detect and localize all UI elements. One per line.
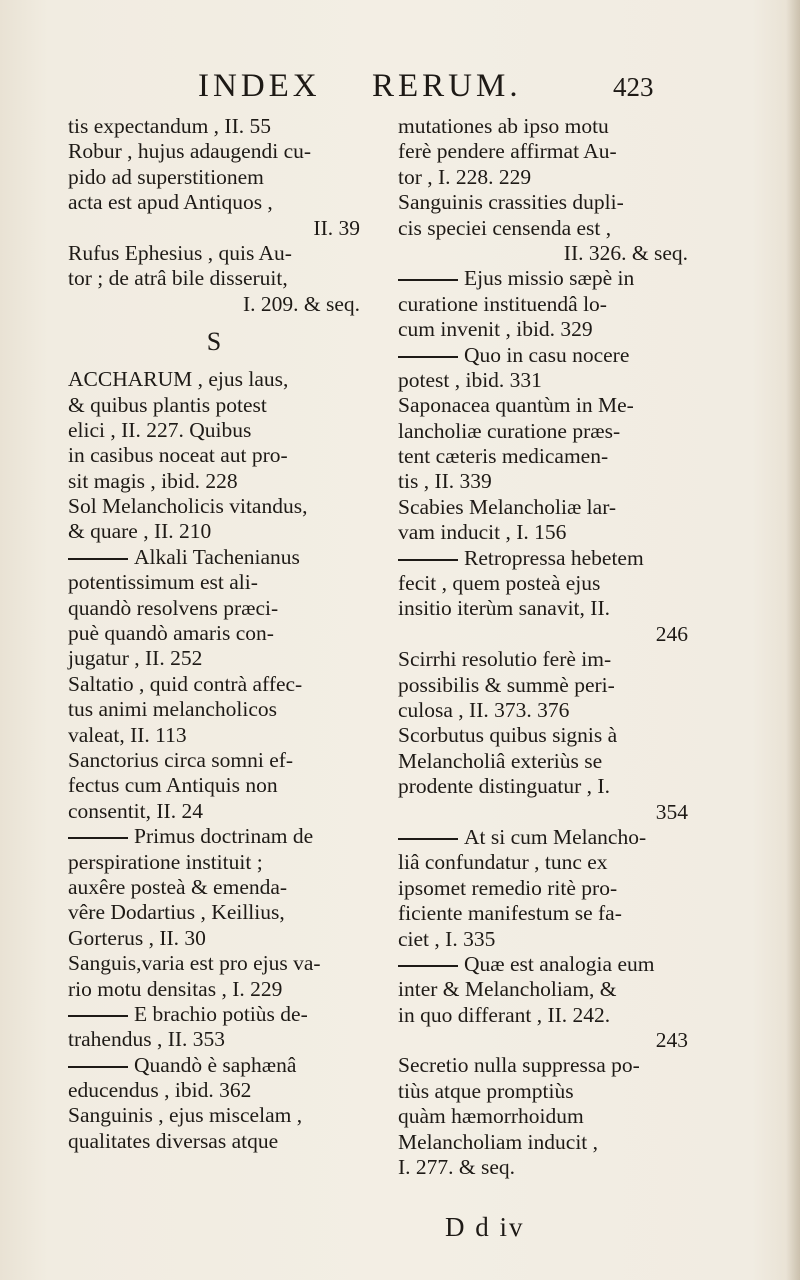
header-index: INDEX bbox=[198, 68, 321, 104]
index-line: liâ confundatur , tunc ex bbox=[398, 850, 608, 875]
repeat-dash bbox=[68, 1015, 128, 1017]
index-line: Sanctorius circa somni ef- bbox=[68, 747, 294, 772]
index-line: vêre Dodartius , Keillius, bbox=[68, 900, 285, 925]
header-rerum: RERUM. bbox=[372, 68, 522, 104]
index-line: possibilis & summè peri- bbox=[398, 672, 615, 697]
index-line: potest , ibid. 331 bbox=[398, 367, 542, 392]
index-line: prodente distinguatur , I. bbox=[398, 774, 610, 799]
index-line: elici , II. 227. Quibus bbox=[68, 417, 252, 442]
index-line: fecit , quem posteà ejus bbox=[398, 571, 601, 596]
index-line: & quare , II. 210 bbox=[68, 519, 212, 544]
index-line: II. 39 bbox=[313, 215, 360, 240]
index-line: tus animi melancholicos bbox=[68, 697, 277, 722]
index-line: perspiratione instituit ; bbox=[68, 849, 263, 874]
index-line: quàm hæmorrhoidum bbox=[398, 1104, 584, 1129]
repeat-dash bbox=[68, 1066, 128, 1068]
index-line: Sol Melancholicis vitandus, bbox=[68, 494, 308, 519]
index-line: cum invenit , ibid. 329 bbox=[398, 317, 593, 342]
index-line: II. 326. & seq. bbox=[563, 240, 688, 265]
index-line: lancholiæ curatione præs- bbox=[398, 418, 621, 443]
index-line: Scorbutus quibus signis à bbox=[398, 723, 618, 748]
index-line: & quibus plantis potest bbox=[68, 392, 267, 417]
index-line: valeat, II. 113 bbox=[68, 722, 187, 747]
index-line: in casibus noceat aut pro- bbox=[68, 443, 288, 468]
index-line: Secretio nulla suppressa po- bbox=[398, 1053, 640, 1078]
index-line: tor ; de atrâ bile disseruit, bbox=[68, 266, 288, 291]
index-line: Sanguis,varia est pro ejus va- bbox=[68, 951, 321, 976]
right-column bbox=[398, 114, 688, 1180]
index-line: tent cæteris medicamen- bbox=[398, 444, 609, 469]
index-line: Rufus Ephesius , quis Au- bbox=[68, 240, 292, 265]
repeat-dash bbox=[398, 965, 458, 967]
index-line: vam inducit , I. 156 bbox=[398, 520, 567, 545]
index-line: culosa , II. 373. 376 bbox=[398, 697, 570, 722]
index-line: 354 bbox=[655, 799, 688, 824]
index-line: insitio iterùm sanavit, II. bbox=[398, 596, 610, 621]
page-edge-shadow bbox=[786, 0, 800, 1280]
index-line: sit magis , ibid. 228 bbox=[68, 468, 238, 493]
index-line: curatione instituendâ lo- bbox=[398, 291, 607, 316]
index-line: acta est apud Antiquos , bbox=[68, 190, 273, 215]
index-line: 246 bbox=[655, 621, 688, 646]
index-line: qualitates diversas atque bbox=[68, 1128, 279, 1153]
index-line: potentissimum est ali- bbox=[68, 570, 258, 595]
index-line: tis expectandum , II. 55 bbox=[68, 114, 272, 138]
index-line: Gorterus , II. 30 bbox=[68, 925, 206, 950]
index-line: Sanguinis crassities dupli- bbox=[398, 190, 624, 215]
index-line: ciet , I. 335 bbox=[398, 926, 496, 951]
index-line-dash: Quo in casu nocere bbox=[398, 343, 688, 368]
index-line-dash: Primus doctrinam de bbox=[68, 824, 360, 849]
index-line: cis speciei censenda est , bbox=[398, 215, 612, 240]
index-line: quandò resolvens præci- bbox=[68, 595, 279, 620]
index-line: inter & Melancholiam, & bbox=[398, 977, 617, 1002]
index-line: ipsomet remedio ritè pro- bbox=[398, 875, 618, 900]
index-line: auxêre posteà & emenda- bbox=[68, 874, 288, 899]
index-line: mutationes ab ipso motu bbox=[398, 114, 609, 138]
index-line-dash: Retropressa hebetem bbox=[398, 546, 688, 571]
repeat-dash bbox=[398, 356, 458, 358]
left-column bbox=[68, 114, 360, 1154]
index-line: ficiente manifestum se fa- bbox=[398, 901, 622, 926]
index-line: 243 bbox=[655, 1028, 688, 1053]
index-line: I. 209. & seq. bbox=[242, 291, 360, 316]
index-line: jugatur , II. 252 bbox=[68, 646, 203, 671]
index-line: puè quandò amaris con- bbox=[68, 621, 274, 646]
index-line: Sanguinis , ejus miscelam , bbox=[68, 1103, 303, 1128]
index-line: Saponacea quantùm in Me- bbox=[398, 393, 634, 418]
index-line: fectus cum Antiquis non bbox=[68, 773, 278, 798]
index-line: tor , I. 228. 229 bbox=[398, 164, 532, 189]
index-line: tis , II. 339 bbox=[398, 469, 492, 494]
index-line: Melancholiam inducit , bbox=[398, 1129, 599, 1154]
index-line-dash: E brachio potiùs de- bbox=[68, 1002, 360, 1027]
section-letter-s: S bbox=[206, 327, 222, 357]
index-line-dash: At si cum Melancho- bbox=[398, 825, 688, 850]
page-number: 423 bbox=[613, 72, 654, 102]
running-header bbox=[0, 68, 800, 108]
index-line: ferè pendere affirmat Au- bbox=[398, 139, 617, 164]
index-line: pido ad superstitionem bbox=[68, 164, 264, 189]
index-line: Saltatio , quid contrà affec- bbox=[68, 671, 303, 696]
index-line-dash: Alkali Tachenianus bbox=[68, 545, 360, 570]
index-line: Scirrhi resolutio ferè im- bbox=[398, 647, 612, 672]
index-line: Scabies Melancholiæ lar- bbox=[398, 494, 617, 519]
index-line: in quo differant , II. 242. bbox=[398, 1002, 611, 1027]
index-line: ACCHARUM , ejus laus, bbox=[68, 367, 289, 392]
index-line-dash: Ejus missio sæpè in bbox=[398, 266, 688, 291]
index-line: educendus , ibid. 362 bbox=[68, 1078, 252, 1103]
repeat-dash bbox=[398, 838, 458, 840]
repeat-dash bbox=[68, 837, 128, 839]
index-line: I. 277. & seq. bbox=[398, 1155, 516, 1180]
index-line: Robur , hujus adaugendi cu- bbox=[68, 139, 312, 164]
repeat-dash bbox=[68, 558, 128, 560]
index-line-dash: Quæ est analogia eum bbox=[398, 952, 688, 977]
index-line: consentit, II. 24 bbox=[68, 798, 203, 823]
index-line: Melancholiâ exteriùs se bbox=[398, 748, 603, 773]
index-line: tiùs atque promptiùs bbox=[398, 1078, 574, 1103]
repeat-dash bbox=[398, 559, 458, 561]
index-line: trahendus , II. 353 bbox=[68, 1027, 226, 1052]
index-line: rio motu densitas , I. 229 bbox=[68, 976, 283, 1001]
repeat-dash bbox=[398, 279, 458, 281]
index-line-dash: Quandò è saphænâ bbox=[68, 1053, 360, 1078]
signature-mark: D d iv bbox=[445, 1212, 525, 1242]
